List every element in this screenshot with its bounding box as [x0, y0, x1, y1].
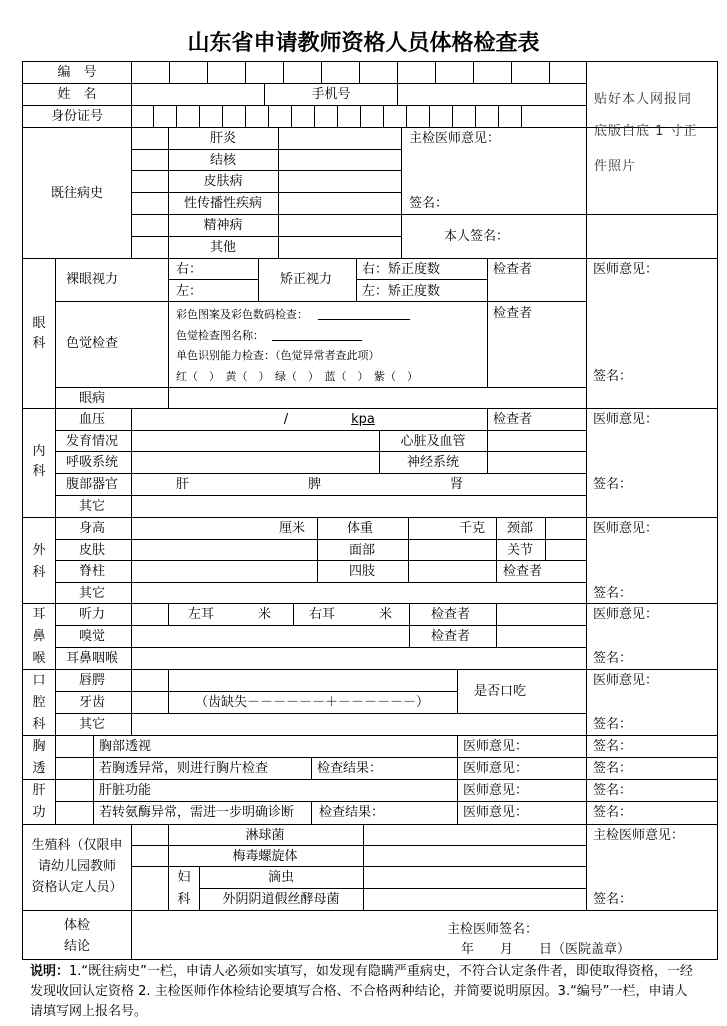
name-label: 姓 名 [57, 87, 97, 102]
liverfn-dept-1: 肝 [32, 783, 46, 798]
alt-result: 检查结果： [319, 805, 385, 820]
notes-text: 1.“既往病史”一栏，申请人必须如实填写，如发现有隐瞒严重病史，不符合认定条件者，即使取得资格，一经发现收回认定资格 2. 主检医师作体检结论要填写合格、不合格两种结论，并简要说明原因。3.“编号”一栏，申请人请填写网上报名号。 [30, 964, 693, 1019]
photo-note-1: 贴好本人网报同 [594, 92, 693, 107]
history-item: 结核 [209, 153, 237, 168]
skin-label: 皮肤 [78, 543, 106, 558]
naked-vision-label: 裸眼视力 [65, 272, 119, 287]
hearing-label: 听力 [78, 607, 106, 622]
chest-dept-1: 胸 [32, 739, 46, 754]
history-item: 性传播性疾病 [183, 196, 263, 211]
teeth-note: （齿缺失－－－－－－＋－－－－－－） [195, 695, 430, 710]
ent-examiner-2: 检查者 [431, 629, 471, 644]
notes [30, 962, 700, 1022]
number-label: 编 号 [57, 65, 97, 80]
repro-sign: 签名： [593, 892, 633, 907]
history-item: 精神病 [203, 218, 243, 233]
history-sign: 签名： [409, 196, 449, 211]
history-item: 肝炎 [209, 131, 237, 146]
trichomonas-label: 滴虫 [267, 870, 295, 885]
oral-dept-3: 科 [32, 717, 46, 732]
liverfn-dept-2: 功 [32, 805, 46, 820]
gonococcus-label: 淋球菌 [245, 828, 285, 843]
film-opinion: 医师意见： [463, 761, 529, 776]
alt-sign: 签名： [593, 805, 633, 820]
smell-label: 嗅觉 [78, 629, 106, 644]
notes-label: 说明： [30, 964, 70, 979]
surgery-dept-1: 外 [32, 543, 46, 558]
color-line-4: 红（ ） 黄（ ） 绿（ ） 蓝（ ） 紫（ ） [176, 370, 418, 383]
eye-doctor-opinion: 医师意见： [593, 262, 659, 277]
color-vision-label: 色觉检查 [65, 336, 119, 351]
left-ear-unit: 米 [258, 607, 272, 622]
right-ear-label: 右耳 [309, 607, 336, 622]
history-chief-opinion: 主检医师意见： [409, 131, 501, 146]
chief-doctor-sign: 主检医师签名： [447, 922, 539, 937]
liver-label: 肝 [176, 477, 190, 492]
ent-sign: 签名： [593, 651, 633, 666]
eye-dept-2: 科 [32, 336, 46, 351]
ent-examiner-1: 检查者 [431, 607, 471, 622]
height-label: 身高 [78, 521, 106, 536]
ent-dept-3: 喉 [32, 651, 46, 666]
eye-sign: 签名： [593, 369, 633, 384]
right-eye-label: 右： [176, 262, 203, 277]
oral-dept-2: 腔 [32, 695, 46, 710]
history-label: 既往病史 [50, 186, 104, 201]
id-label: 身份证号 [50, 109, 104, 124]
ent-dept-1: 耳 [32, 607, 46, 622]
conclusion-label-1: 体检 [63, 918, 91, 933]
joint-label: 关节 [506, 543, 534, 558]
left-ear-label: 左耳 [188, 607, 215, 622]
xray-sign: 签名： [593, 739, 633, 754]
conclusion-label-2: 结论 [63, 939, 91, 954]
eye-dept-1: 眼 [32, 316, 46, 331]
history-item: 其他 [209, 240, 237, 255]
eye-disease-label: 眼病 [78, 391, 106, 406]
self-sign: 本人签名： [444, 229, 510, 244]
phone-label: 手机号 [311, 87, 351, 102]
photo-note-2: 底版白底 1 寸正 [594, 124, 698, 139]
abdomen-label: 腹部器官 [65, 477, 119, 492]
internal-doctor-opinion: 医师意见： [593, 412, 659, 427]
heart-label: 心脏及血管 [400, 434, 466, 449]
neck-label: 颈部 [506, 521, 534, 536]
film-sign: 签名： [593, 761, 633, 776]
internal-dept-1: 内 [32, 444, 46, 459]
stutter-label: 是否口吃 [473, 684, 527, 699]
height-unit: 厘米 [279, 521, 306, 536]
face-label: 面部 [348, 543, 376, 558]
eye-examiner-2: 检查者 [493, 306, 533, 321]
internal-other-label: 其它 [78, 499, 106, 514]
form-title: 山东省申请教师资格人员体格检查表 [187, 30, 540, 56]
repro-label-2: 请幼儿园教师 [37, 859, 117, 874]
liver-func-sign: 签名： [593, 783, 633, 798]
limbs-label: 四肢 [348, 564, 376, 579]
conclusion-date: 年 月 日（医院盖章） [461, 942, 631, 957]
teeth-label: 牙齿 [78, 695, 106, 710]
chest-dept-2: 透 [32, 761, 46, 776]
history-item: 皮肤病 [203, 174, 243, 189]
right-corrected-label: 右：矫正度数 [362, 262, 441, 277]
film-label: 若胸透异常，则进行胸片检查 [99, 761, 269, 776]
nerve-label: 神经系统 [406, 455, 460, 470]
surgery-dept-2: 科 [32, 565, 46, 580]
lip-label: 唇腭 [78, 673, 106, 688]
color-line-1: 彩色图案及彩色数码检查： [176, 308, 308, 321]
liver-func-label: 肝脏功能 [99, 783, 152, 798]
syphilis-label: 梅毒螺旋体 [232, 849, 298, 864]
color-line-3: 单色识别能力检查：（色觉异常者查此项） [176, 349, 380, 362]
growth-label: 发育情况 [65, 434, 119, 449]
internal-dept-2: 科 [32, 464, 46, 479]
surgery-other-label: 其它 [78, 586, 106, 601]
throat-label: 耳鼻咽喉 [65, 651, 119, 666]
left-corrected-label: 左：矫正度数 [362, 284, 441, 299]
ent-doctor-opinion: 医师意见： [593, 607, 659, 622]
repro-chief-opinion: 主检医师意见： [593, 828, 685, 843]
bp-slash: / [283, 412, 289, 427]
bp-label: 血压 [78, 412, 106, 427]
weight-unit: 千克 [459, 521, 486, 536]
right-ear-unit: 米 [379, 607, 393, 622]
corrected-vision-label: 矫正视力 [279, 272, 333, 287]
gyn-label-2: 科 [177, 892, 191, 907]
internal-examiner: 检查者 [493, 412, 533, 427]
weight-label: 体重 [347, 521, 374, 536]
oral-doctor-opinion: 医师意见： [593, 673, 659, 688]
film-result: 检查结果： [317, 761, 383, 776]
liver-func-opinion: 医师意见： [463, 783, 529, 798]
alt-label: 若转氨酶异常，需进一步明确诊断 [99, 805, 295, 820]
surgery-examiner: 检查者 [503, 564, 543, 579]
kidney-label: 肾 [450, 477, 464, 492]
spleen-label: 脾 [308, 477, 322, 492]
repro-label-1: 生殖科（仅限申 [31, 838, 123, 853]
xray-label: 胸部透视 [99, 739, 152, 754]
internal-sign: 签名： [593, 477, 633, 492]
alt-opinion: 医师意见： [463, 805, 529, 820]
candida-label: 外阴阴道假丝酵母菌 [222, 892, 340, 907]
oral-dept-1: 口 [32, 673, 46, 688]
color-line-2: 色觉检查图名称： [176, 329, 264, 342]
oral-other-label: 其它 [78, 717, 106, 732]
surgery-sign: 签名： [593, 586, 633, 601]
surgery-doctor-opinion: 医师意见： [593, 521, 659, 536]
oral-sign: 签名： [593, 717, 633, 732]
gyn-label-1: 妇 [177, 870, 191, 885]
ent-dept-2: 鼻 [32, 629, 46, 644]
photo-note-3: 件照片 [594, 159, 637, 174]
resp-label: 呼吸系统 [65, 455, 119, 470]
bp-unit: kpa [351, 412, 375, 427]
xray-opinion: 医师意见： [463, 739, 529, 754]
eye-examiner-1: 检查者 [493, 262, 533, 277]
spine-label: 脊柱 [78, 564, 106, 579]
repro-label-3: 资格认定人员） [31, 880, 123, 895]
left-eye-label: 左： [176, 284, 203, 299]
